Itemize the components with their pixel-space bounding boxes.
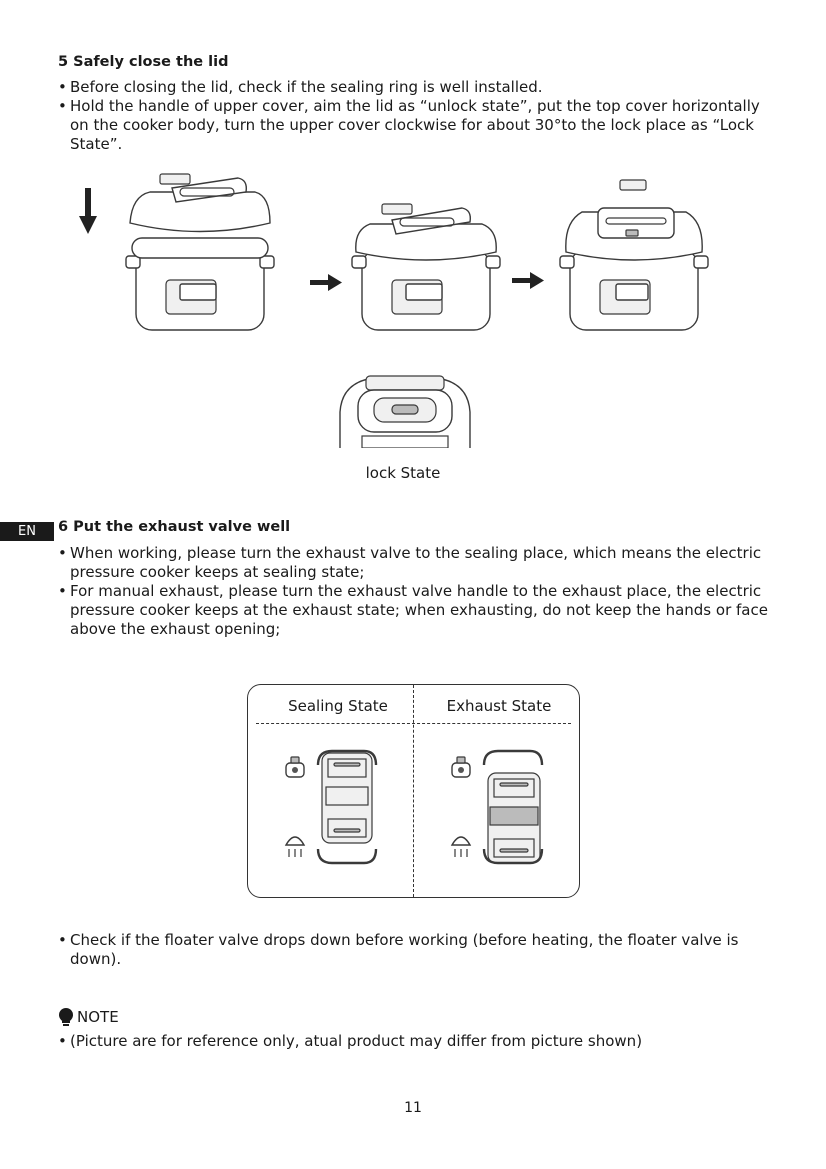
list-item — [58, 78, 778, 97]
note-list — [58, 1032, 778, 1051]
lock-closed-icon — [452, 757, 470, 777]
language-tab: EN — [0, 522, 54, 541]
divider — [413, 685, 414, 897]
sealing-state-header: Sealing State — [288, 697, 388, 715]
right-arrow-icon — [310, 274, 342, 291]
list-item-text: For manual exhaust, please turn the exhaust valve handle to the exhaust place, the electric pressure cooker keeps at the exhaust state; when exhausting, do not keep the hands or face above the exhaust opening; — [70, 582, 768, 638]
lock-closed-icon — [392, 405, 418, 414]
bullet: • — [58, 931, 67, 949]
note-text: (Picture are for reference only, atual product may differ from picture shown) — [70, 1032, 643, 1050]
list-item-text: When working, please turn the exhaust valve to the sealing place, which means the electric pressure cooker keeps at sealing state; — [70, 544, 762, 581]
list-item-text: Check if the floater valve drops down before working (before heating, the floater valve is down). — [70, 931, 739, 968]
divider — [256, 723, 571, 724]
note-bulb-icon — [58, 1008, 74, 1026]
floater-check-item — [58, 931, 778, 969]
cooker-lid-raised — [126, 174, 274, 330]
page-number: 11 — [404, 1100, 422, 1116]
exhaust-state-header: Exhaust State — [446, 697, 552, 715]
list-item — [58, 582, 778, 639]
list-item — [58, 931, 778, 969]
list-item — [58, 544, 778, 582]
lid-closing-illustration — [70, 168, 730, 348]
valve-state-diagram — [247, 684, 580, 898]
bullet: • — [58, 1032, 67, 1050]
lock-state-detail — [334, 372, 476, 448]
section6-list — [58, 544, 778, 639]
bullet: • — [58, 544, 67, 562]
sealing-valve-drawing — [278, 745, 388, 875]
steam-icon — [452, 837, 470, 857]
list-item-text: Before closing the lid, check if the sealing ring is well installed. — [70, 78, 543, 96]
list-item-text: Hold the handle of upper cover, aim the lid as “unlock state”, put the top cover horizontally on the cooker body, turn the upper cover clockwise for about 30°to the lock place as “Lock State”. — [70, 97, 760, 153]
section5-title: 5 Safely close the lid — [58, 54, 229, 70]
lock-state-caption: lock State — [365, 464, 441, 482]
section5-list — [58, 78, 778, 154]
list-item — [58, 97, 778, 154]
bullet: • — [58, 78, 67, 96]
right-arrow-icon — [512, 272, 544, 289]
note-title: NOTE — [77, 1008, 119, 1026]
bullet: • — [58, 582, 67, 600]
cooker-lock-state — [560, 180, 708, 330]
lock-closed-icon — [286, 757, 304, 777]
exhaust-valve-drawing — [444, 745, 554, 875]
section6-title: 6 Put the exhaust valve well — [58, 519, 291, 535]
steam-icon — [286, 837, 304, 857]
list-item — [58, 1032, 778, 1051]
down-arrow-icon — [79, 188, 97, 234]
cooker-unlock-state — [352, 204, 500, 330]
bullet: • — [58, 97, 67, 115]
